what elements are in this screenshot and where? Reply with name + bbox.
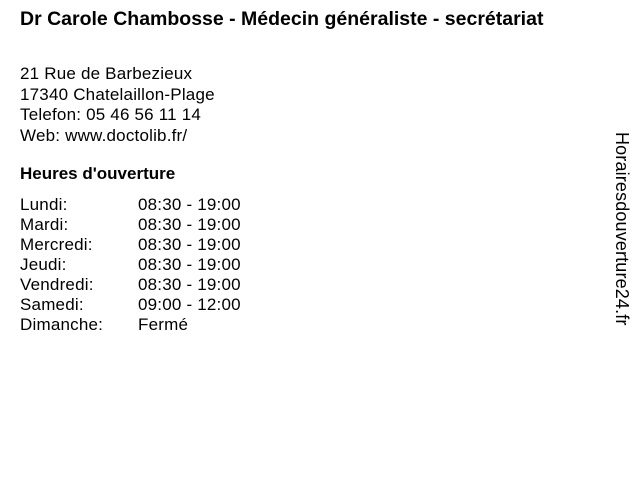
opening-hours-table (20, 195, 241, 335)
time-range: 08:30 - 19:00 (138, 215, 241, 234)
hours-row-monday (20, 195, 241, 215)
time-range: 09:00 - 12:00 (138, 295, 241, 314)
time-range: 08:30 - 19:00 (138, 255, 241, 274)
hours-row-thursday (20, 255, 241, 275)
page-title: Dr Carole Chambosse - Médecin généraliste - secrétariat (20, 8, 544, 30)
day-label: Vendredi: (20, 275, 94, 294)
hours-row-saturday (20, 295, 241, 315)
address-block (20, 64, 215, 146)
time-range: 08:30 - 19:00 (138, 275, 241, 294)
day-label: Jeudi: (20, 255, 67, 274)
hours-row-friday (20, 275, 241, 295)
day-label: Lundi: (20, 195, 68, 214)
hours-row-wednesday (20, 235, 241, 255)
opening-hours-heading: Heures d'ouverture (20, 164, 176, 183)
day-label: Dimanche: (20, 315, 104, 334)
site-brand-watermark[interactable]: Horairesdouverture24.fr (612, 132, 632, 326)
day-label: Samedi: (20, 295, 84, 314)
website-link[interactable]: Web: www.doctolib.fr/ (20, 125, 188, 145)
city-address: 17340 Chatelaillon-Plage (20, 84, 215, 104)
time-range: 08:30 - 19:00 (138, 195, 241, 214)
street-address: 21 Rue de Barbezieux (20, 64, 193, 83)
day-label: Mardi: (20, 215, 69, 234)
day-label: Mercredi: (20, 235, 93, 254)
hours-row-sunday (20, 315, 241, 335)
hours-row-tuesday (20, 215, 241, 235)
time-range: 08:30 - 19:00 (138, 235, 241, 254)
time-range: Fermé (138, 315, 189, 334)
phone-number: Telefon: 05 46 56 11 14 (20, 105, 202, 124)
